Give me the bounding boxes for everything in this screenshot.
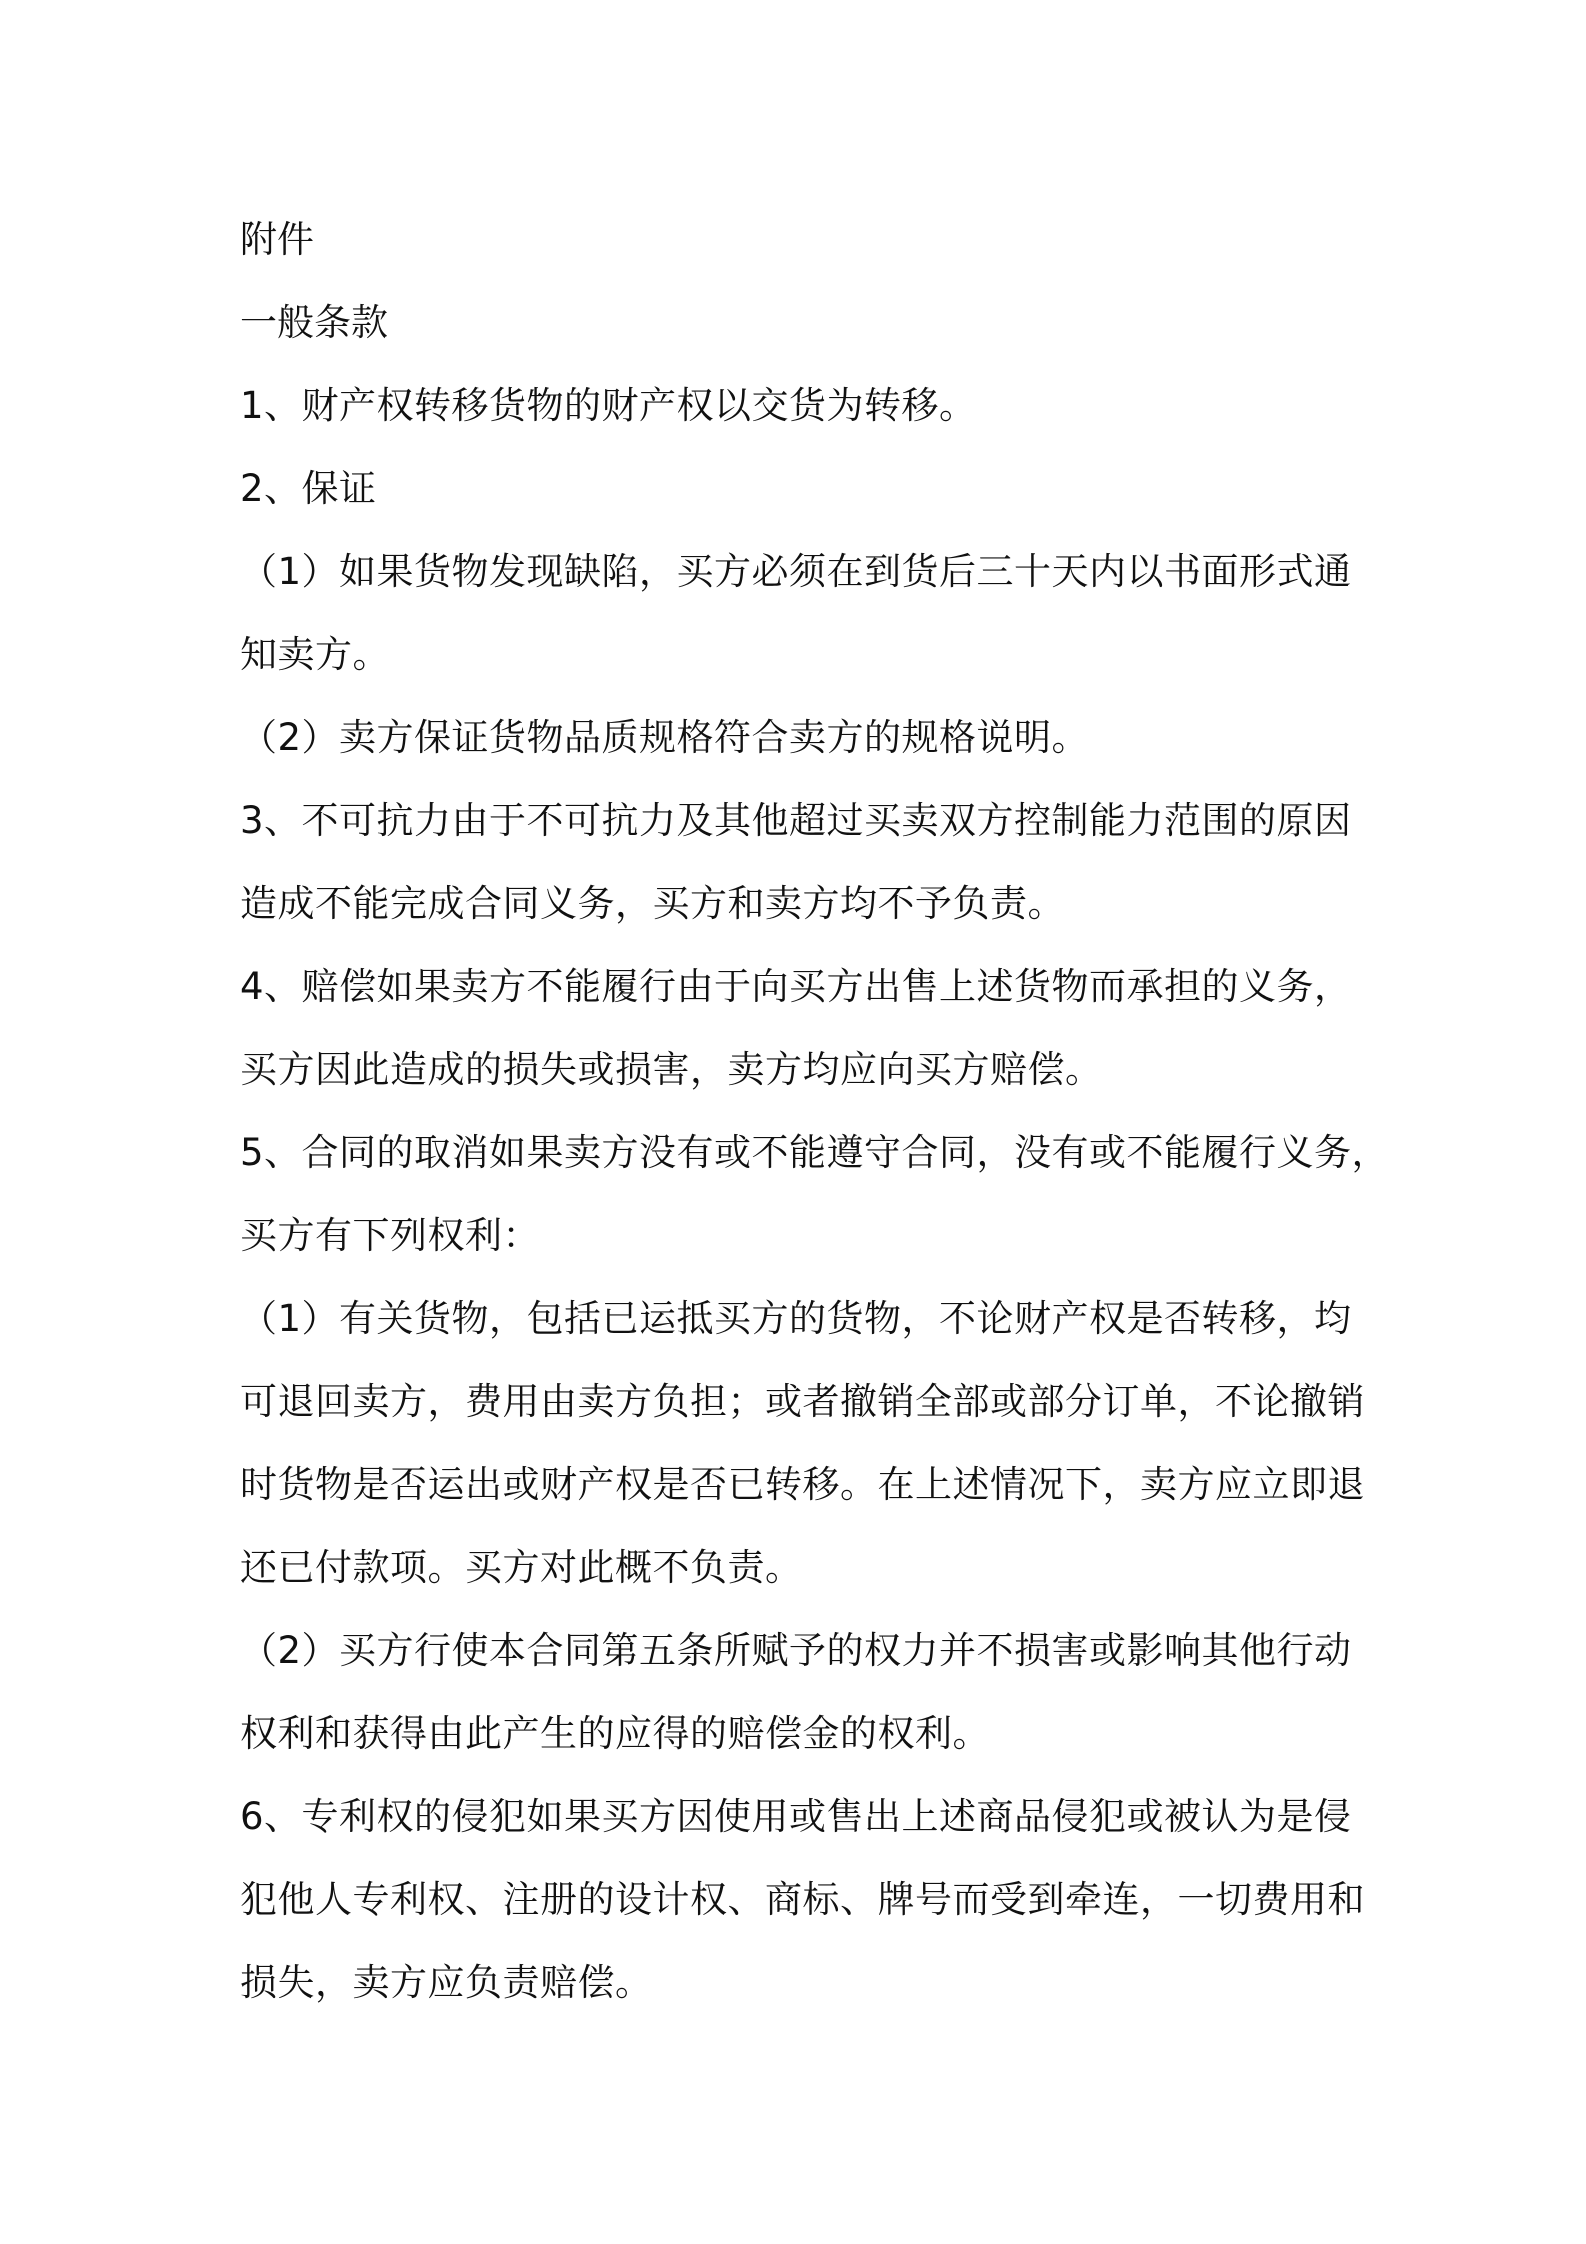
clause-5-1-line-3: 时货物是否运出或财产权是否已转移。在上述情况下，卖方应立即退 [240,1463,1365,1506]
clause-5-line-2: 买方有下列权利： [240,1214,540,1257]
clause-4-line-2: 买方因此造成的损失或损害，卖方均应向买方赔偿。 [240,1048,1103,1091]
attachment-label: 附件 [240,218,314,261]
clause-3-line-2: 造成不能完成合同义务，买方和卖方均不予负责。 [240,882,1065,925]
clause-2-heading: 2、保证 [240,467,377,510]
clause-5-2-line-1: （2）买方行使本合同第五条所赋予的权力并不损害或影响其他行动 [240,1629,1352,1672]
clause-4-line-1: 4、赔偿如果卖方不能履行由于向买方出售上述货物而承担的义务， [240,965,1352,1008]
section-heading: 一般条款 [240,301,388,344]
clause-5-1-line-1: （1）有关货物，包括已运抵买方的货物，不论财产权是否转移，均 [240,1297,1352,1340]
clause-1-line: 1、财产权转移货物的财产权以交货为转移。 [240,384,977,427]
clause-2-1-line-1: （1）如果货物发现缺陷，买方必须在到货后三十天内以书面形式通 [240,550,1352,593]
clause-3-line-1: 3、不可抗力由于不可抗力及其他超过买卖双方控制能力范围的原因 [240,799,1352,842]
clause-5-line-1: 5、合同的取消如果卖方没有或不能遵守合同，没有或不能履行义务， [240,1131,1390,1174]
clause-6-line-2: 犯他人专利权、注册的设计权、商标、牌号而受到牵连，一切费用和 [240,1878,1365,1921]
clause-5-2-line-2: 权利和获得由此产生的应得的赔偿金的权利。 [240,1712,990,1755]
clause-5-1-line-2: 可退回卖方，费用由卖方负担；或者撤销全部或部分订单，不论撤销 [240,1380,1365,1423]
clause-6-line-3: 损失，卖方应负责赔偿。 [240,1961,653,2004]
clause-2-2-line: （2）卖方保证货物品质规格符合卖方的规格说明。 [240,716,1090,759]
clause-2-1-line-2: 知卖方。 [240,633,390,676]
document-body [240,198,1390,2024]
clause-6-line-1: 6、专利权的侵犯如果买方因使用或售出上述商品侵犯或被认为是侵 [240,1795,1352,1838]
clause-5-1-line-4: 还已付款项。买方对此概不负责。 [240,1546,803,1589]
